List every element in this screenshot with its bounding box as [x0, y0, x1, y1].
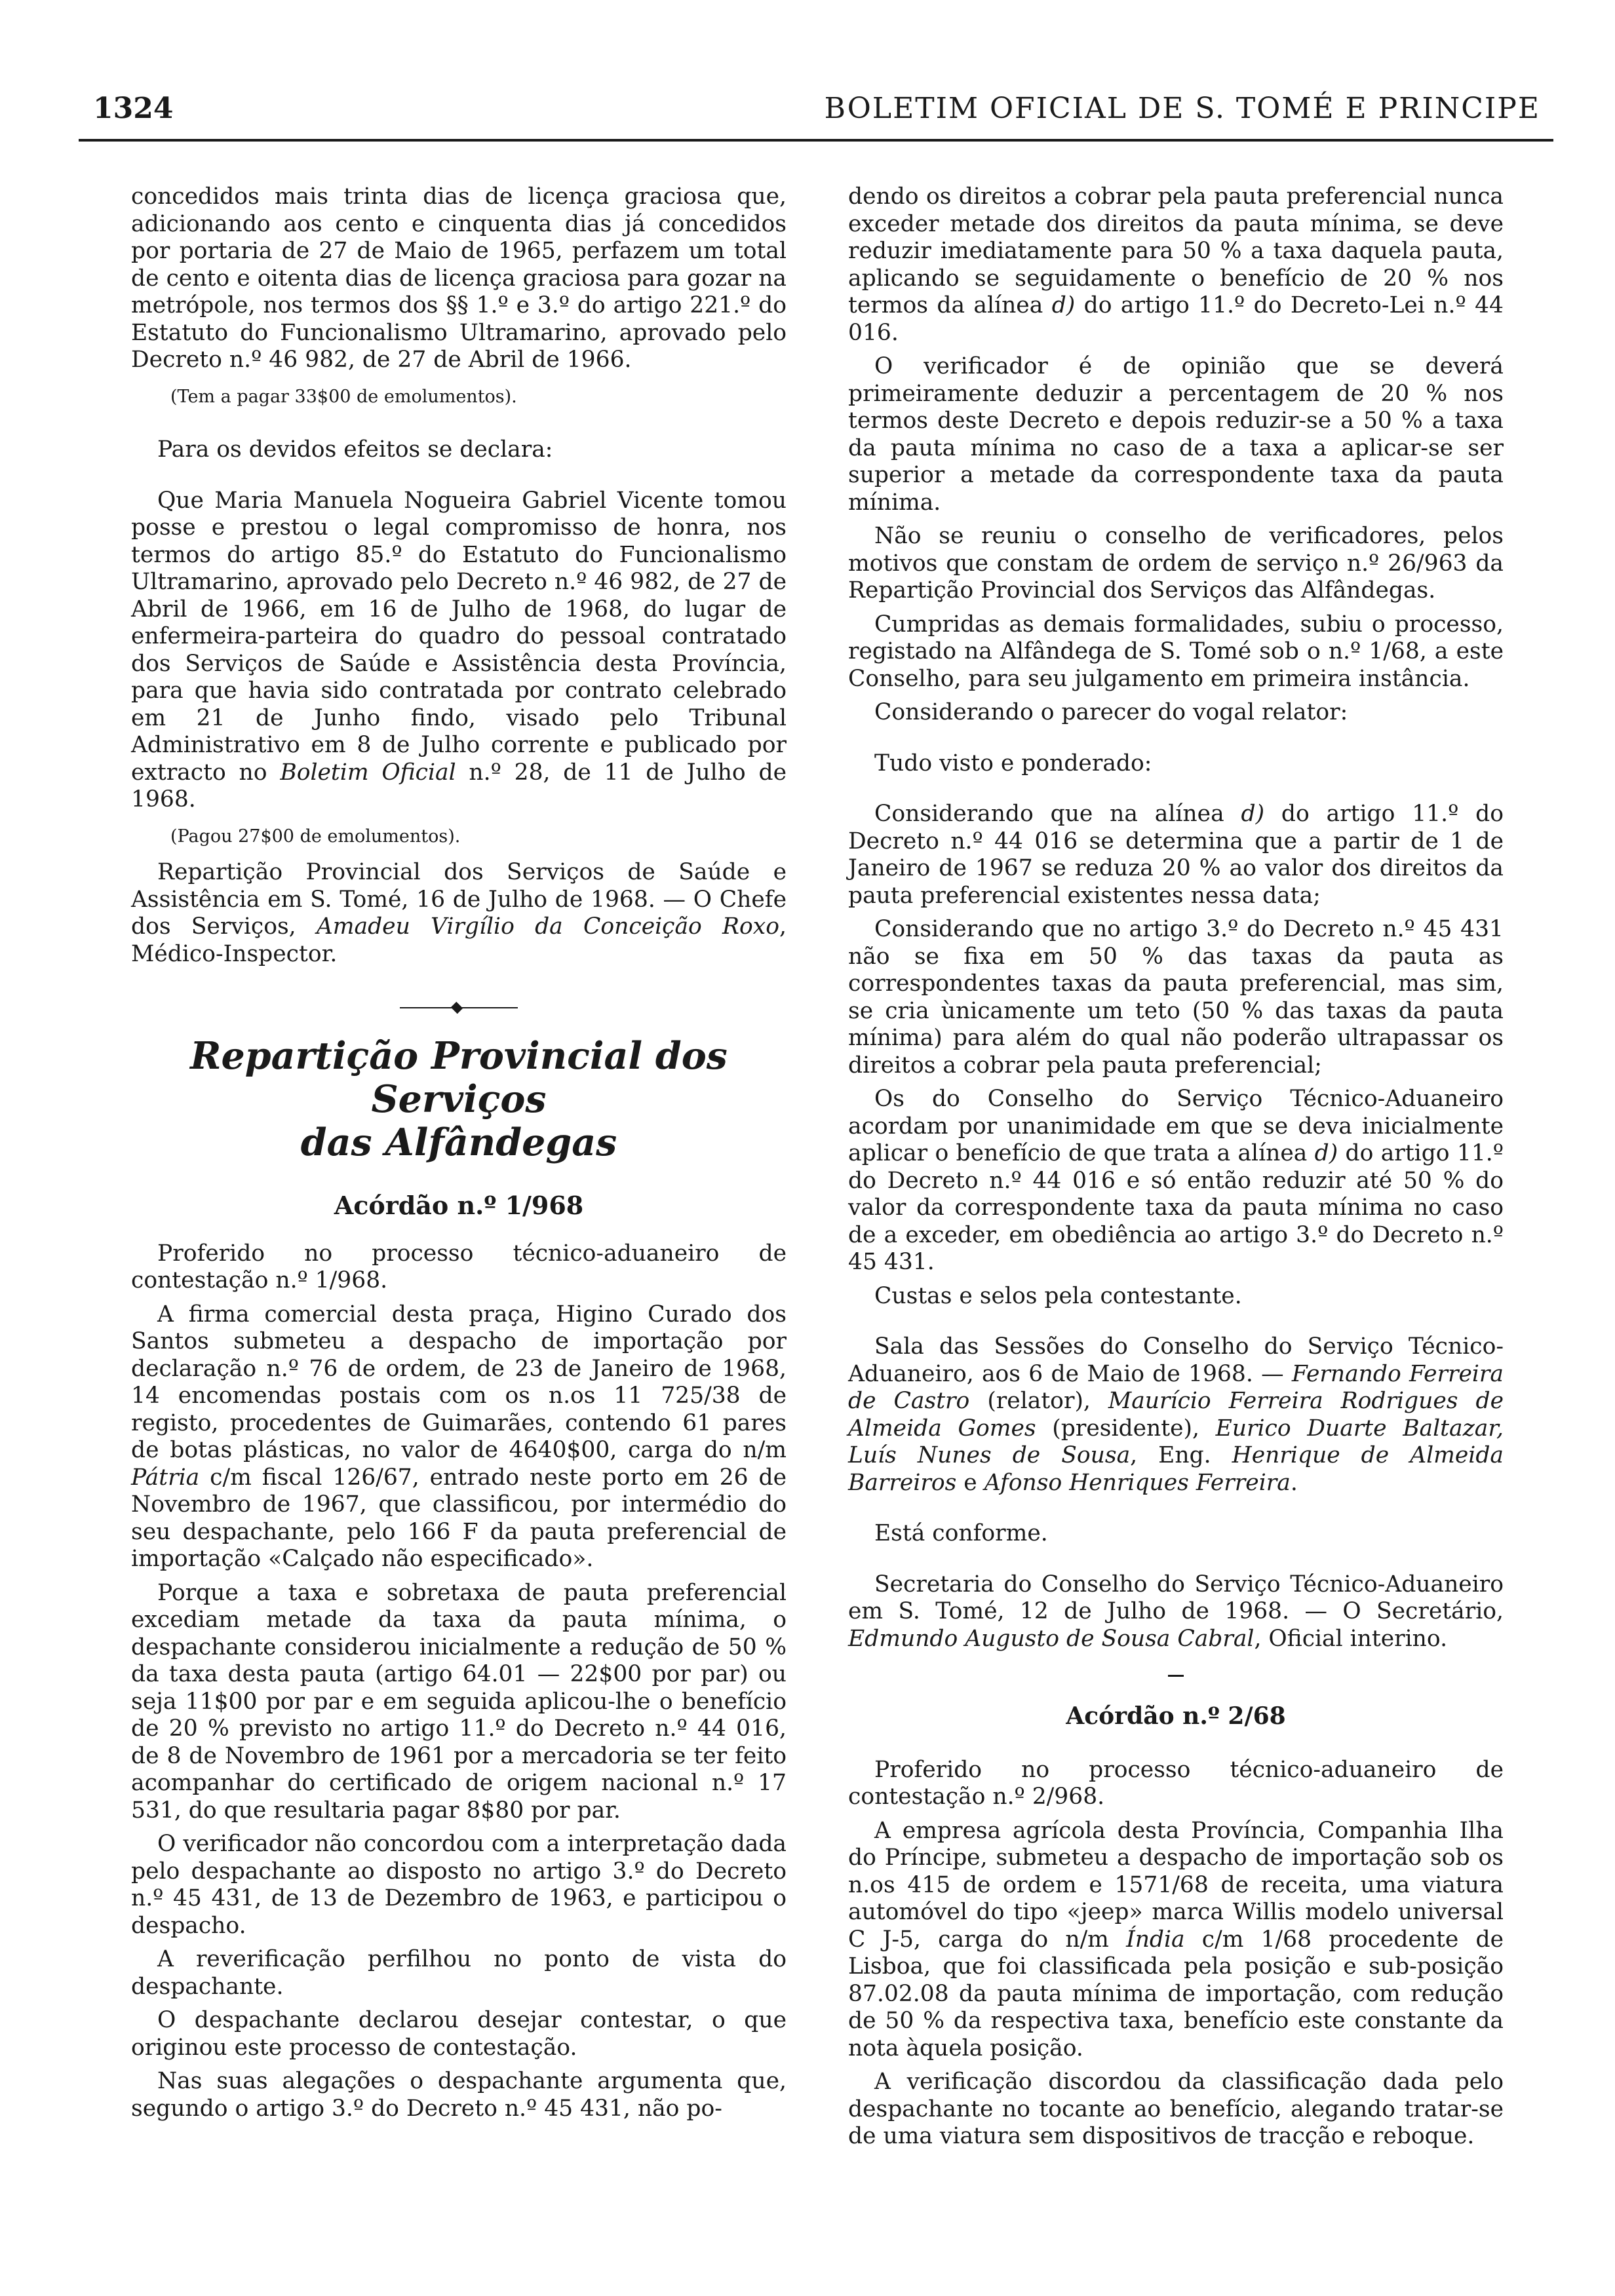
right-column	[848, 183, 1504, 2157]
section-title: Repartição Provincial dos Serviços das Alfândegas	[190, 1034, 728, 1164]
paragraph: Para os devidos efeitos se declara:	[157, 436, 553, 463]
section-separator	[400, 1007, 518, 1008]
paragraph: concedidos mais trinta dias de licença graciosa que, adicionando aos cento e cinquenta dias já concedidos por portaria de 27 de Maio de 1965, perfazem um total de cento e oitenta dias de licença graciosa para gozar na metrópole, nos termos dos §§ 1.º e 3.º do artigo 221.º do Estatuto do Funcionalismo Ultramarino, aprovado pelo Decreto n.º 46 982, de 27 de Abril de 1966.	[131, 183, 787, 373]
paragraph: Proferido no processo técnico-aduaneiro de contestação n.º 2/968.	[848, 1756, 1504, 1810]
paragraph: Considerando o parecer do vogal relator:	[874, 699, 1348, 725]
acordao-heading: Acórdão n.º 1/968	[334, 1191, 584, 1220]
paragraph: Está conforme.	[874, 1520, 1048, 1546]
paragraph: Tudo visto e ponderado:	[874, 750, 1152, 776]
acordao-heading: Acórdão n.º 2/68	[1066, 1702, 1286, 1730]
paragraph: Considerando que no artigo 3.º do Decreto n.º 45 431 não se fixa em 50 % das taxas da pauta as correspondentes taxas da pauta preferencial, mas sim, se cria ùnicamente um teto (50 % das taxas da pauta mínima) para além do qual não poderão ultrapassar os direitos a cobrar pela pauta preferencial;	[848, 916, 1504, 1079]
paragraph: Nas suas alegações o despachante argumenta que, segundo o artigo 3.º do Decreto n.º 45 431, não po-	[131, 2068, 787, 2122]
paragraph: O despachante declarou desejar contestar, o que originou este processo de contestação.	[131, 2007, 787, 2061]
page-number: 1324	[93, 92, 174, 125]
paragraph: Custas e selos pela contestante.	[874, 1282, 1242, 1309]
paragraph: A verificação discordou da classificação dada pelo despachante no tocante ao benefício, alegando tratar-se de uma viatura sem dispositivos de tracção e reboque.	[848, 2069, 1504, 2149]
header-rule	[79, 139, 1553, 142]
paragraph: Repartição Provincial dos Serviços de Saúde e Assistência em S. Tomé, 16 de Julho de 1968. — O Chefe dos Serviços, Amadeu Virgílio da Conceição Roxo, Médico-Inspector.	[131, 859, 787, 967]
fee-note: (Tem a pagar 33$00 de emolumentos).	[170, 386, 517, 407]
paragraph: Que Maria Manuela Nogueira Gabriel Vicente tomou posse e prestou o legal compromisso de honra, nos termos do artigo 85.º do Estatuto do Funcionalismo Ultramarino, aprovado pelo Decreto n.º 46 982, de 27 de Abril de 1966, em 16 de Julho de 1968, do lugar de enfermeira-parteira do quadro do pessoal contratado dos Serviços de Saúde e Assistência desta Província, para que havia sido contratada por contrato celebrado em 21 de Junho findo, visado pelo Tribunal Administrativo em 8 de Julho corrente e publicado por extracto no Boletim Oficial n.º 28, de 11 de Julho de 1968.	[131, 487, 787, 813]
paragraph: Considerando que na alínea d) do artigo 11.º do Decreto n.º 44 016 se determina que a partir de 1 de Janeiro de 1967 se reduza 20 % ao valor dos direitos da pauta preferencial existentes nessa data;	[848, 801, 1504, 909]
paragraph: dendo os direitos a cobrar pela pauta preferencial nunca exceder metade dos direitos da pauta mínima, se deve reduzir imediatamente para 50 % a taxa daquela pauta, aplicando se seguidamente o benefício de 20 % nos termos da alínea d) do artigo 11.º do Decreto-Lei n.º 44 016.	[848, 183, 1504, 346]
paragraph: O verificador não concordou com a interpretação dada pelo despachante ao disposto no artigo 3.º do Decreto n.º 45 431, de 13 de Dezembro de 1963, e participou o despacho.	[131, 1831, 787, 1939]
page-header	[79, 92, 1553, 131]
paragraph: Não se reuniu o conselho de verificadores, pelos motivos que constam de ordem de serviço n.º 26/963 da Repartição Provincial dos Serviços das Alfândegas.	[848, 523, 1504, 603]
paragraph: A empresa agrícola desta Província, Companhia Ilha do Príncipe, submeteu a despacho de importação sob os n.os 415 de ordem e 1571/68 de receita, uma viatura automóvel do tipo «jeep» marca Willis modelo universal C J-5, carga do n/m Índia c/m 1/68 procedente de Lisboa, que foi classificada pela posição e sub-posição 87.02.08 da pauta mínima de importação, com redução de 50 % da respectiva taxa, benefício este constante da nota àquela posição.	[848, 1817, 1504, 2061]
paragraph: Sala das Sessões do Conselho do Serviço Técnico-Aduaneiro, aos 6 de Maio de 1968. — Fernando Ferreira de Castro (relator), Maurício Ferreira Rodrigues de Almeida Gomes (presidente), Eurico Duarte Baltazar, Luís Nunes de Sousa, Eng. Henrique de Almeida Barreiros e Afonso Henriques Ferreira.	[848, 1333, 1504, 1496]
separator-mark	[1168, 1675, 1184, 1677]
fee-note: (Pagou 27$00 de emolumentos).	[170, 826, 461, 847]
paragraph: Cumpridas as demais formalidades, subiu o processo, registado na Alfândega de S. Tomé sob o n.º 1/68, a este Conselho, para seu julgamento em primeira instância.	[848, 611, 1504, 692]
paragraph: A firma comercial desta praça, Higino Curado dos Santos submeteu a despacho de importação por declaração n.º 76 de ordem, de 23 de Janeiro de 1968, 14 encomendas postais com os n.os 11 725/38 de registo, procedentes de Guimarães, contendo 61 pares de botas plásticas, no valor de 4640$00, carga do n/m Pátria c/m fiscal 126/67, entrado neste porto em 26 de Novembro de 1967, que classificou, por intermédio do seu despachante, pelo 166 F da pauta preferencial de importação «Calçado não especificado».	[131, 1301, 787, 1572]
paragraph: Os do Conselho do Serviço Técnico-Aduaneiro acordam por unanimidade em que se deva inicialmente aplicar o benefício de que trata a alínea d) do artigo 11.º do Decreto n.º 44 016 e só então reduzir até 50 % do valor da correspondente taxa da pauta mínima no caso de a exceder, em obediência ao artigo 3.º do Decreto n.º 45 431.	[848, 1086, 1504, 1275]
paragraph: Porque a taxa e sobretaxa de pauta preferencial excediam metade da taxa da pauta mínima, o despachante considerou inicialmente a redução de 50 % da taxa desta pauta (artigo 64.01 — 22$00 por par) ou seja 11$00 por par e em seguida aplicou-lhe o benefício de 20 % previsto no artigo 11.º do Decreto n.º 44 016, de 8 de Novembro de 1961 por a mercadoria se ter feito acompanhar do certificado de origem nacional n.º 17 531, do que resultaria pagar 8$80 por par.	[131, 1579, 787, 1824]
paragraph: Proferido no processo técnico-aduaneiro de contestação n.º 1/968.	[131, 1240, 787, 1293]
paragraph: O verificador é de opinião que se deverá primeiramente deduzir a percentagem de 20 % nos termos deste Decreto e depois reduzir-se a 50 % a taxa da pauta mínima no caso de a taxa a aplicar-se ser superior a metade da correspondente taxa da pauta mínima.	[848, 353, 1504, 516]
running-title: BOLETIM OFICIAL DE S. TOMÉ E PRINCIPE	[824, 92, 1540, 125]
left-column	[131, 183, 787, 2129]
paragraph: Secretaria do Conselho do Serviço Técnico-Aduaneiro em S. Tomé, 12 de Julho de 1968. — O Secretário, Edmundo Augusto de Sousa Cabral, Oficial interino.	[848, 1571, 1504, 1652]
paragraph: A reverificação perfilhou no ponto de vista do despachante.	[131, 1946, 787, 2000]
